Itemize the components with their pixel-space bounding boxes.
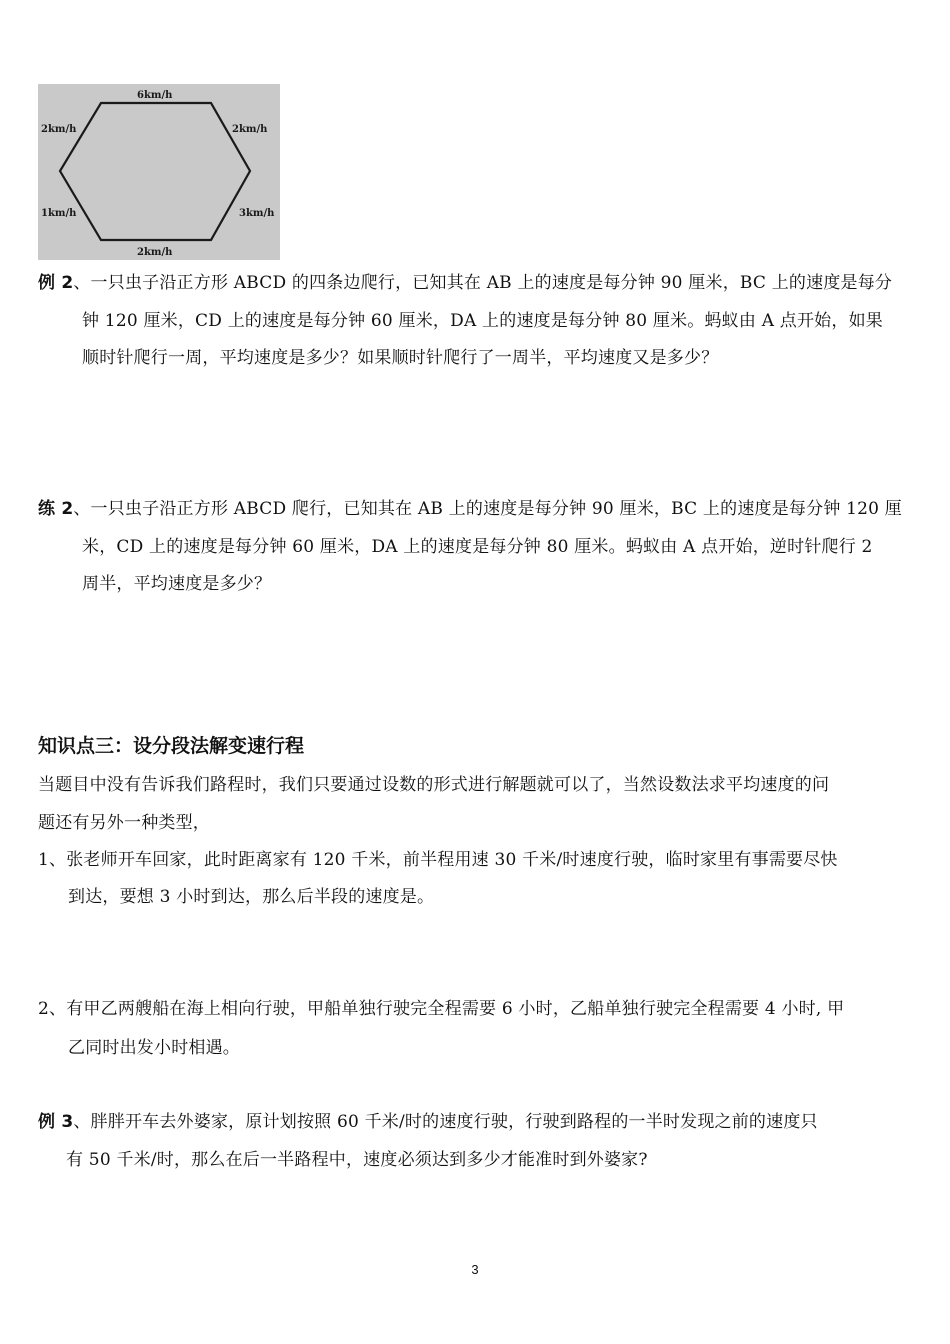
practice2-line3: 周半，平均速度是多少？ bbox=[82, 574, 272, 594]
question1-line1: 1、张老师开车回家，此时距离家有 120 千米，前半程用速 30 千米/时速度行驶，临时家里有事需要尽快 bbox=[38, 850, 838, 870]
section3-title: 知识点三：设分段法解变速行程 bbox=[38, 735, 305, 757]
section3-intro-line2: 题还有另外一种类型， bbox=[38, 813, 210, 833]
practice2-label: 练 2 bbox=[38, 499, 74, 519]
label-top-speed: 6km/h bbox=[137, 90, 173, 101]
hexagon-shape bbox=[60, 103, 250, 240]
label-bottom-speed: 2km/h bbox=[137, 247, 173, 258]
section3-intro-line1: 当题目中没有告诉我们路程时，我们只要通过设数的形式进行解题就可以了，当然设数法求平均速度的问 bbox=[38, 775, 830, 795]
label-upper-left-speed: 2km/h bbox=[41, 124, 77, 135]
example3-label: 例 3 bbox=[38, 1112, 74, 1132]
example2-label: 例 2 bbox=[38, 273, 74, 293]
question1-line2: 到达，要想 3 小时到达，那么后半段的速度是。 bbox=[68, 887, 435, 907]
hexagon-speed-figure bbox=[38, 84, 280, 260]
label-lower-right-speed: 3km/h bbox=[239, 208, 275, 219]
example3-line2: 有 50 千米/时，那么在后一半路程中，速度必须达到多少才能准时到外婆家? bbox=[66, 1150, 648, 1170]
question2-line1: 2、有甲乙两艘船在海上相向行驶，甲船单独行驶完全程需要 6 小时，乙船单独行驶完全程需要 4 小时, 甲 bbox=[38, 999, 845, 1019]
label-upper-right-speed: 2km/h bbox=[232, 124, 268, 135]
example2-line1: 例 2、一只虫子沿正方形 ABCD 的四条边爬行，已知其在 AB 上的速度是每分钟 90 厘米，BC 上的速度是每分 bbox=[38, 273, 893, 293]
example2-line2: 钟 120 厘米，CD 上的速度是每分钟 60 厘米，DA 上的速度是每分钟 80 厘米。蚂蚁由 A 点开始，如果 bbox=[82, 311, 883, 331]
example2-line3: 顺时针爬行一周，平均速度是多少？如果顺时针爬行了一周半，平均速度又是多少？ bbox=[82, 348, 719, 368]
page-number: 3 bbox=[471, 1262, 479, 1277]
question2-line2: 乙同时出发小时相遇。 bbox=[68, 1038, 240, 1058]
example3-line1: 例 3、胖胖开车去外婆家，原计划按照 60 千米/时的速度行驶，行驶到路程的一半时发现之前的速度只 bbox=[38, 1112, 818, 1132]
practice2-line1: 练 2、一只虫子沿正方形 ABCD 爬行，已知其在 AB 上的速度是每分钟 90 厘米，BC 上的速度是每分钟 120 厘 bbox=[38, 499, 902, 519]
practice2-line2: 米，CD 上的速度是每分钟 60 厘米，DA 上的速度是每分钟 80 厘米。蚂蚁由 A 点开始，逆时针爬行 2 bbox=[82, 537, 873, 557]
hexagon-diagram bbox=[38, 84, 280, 260]
label-lower-left-speed: 1km/h bbox=[41, 208, 77, 219]
